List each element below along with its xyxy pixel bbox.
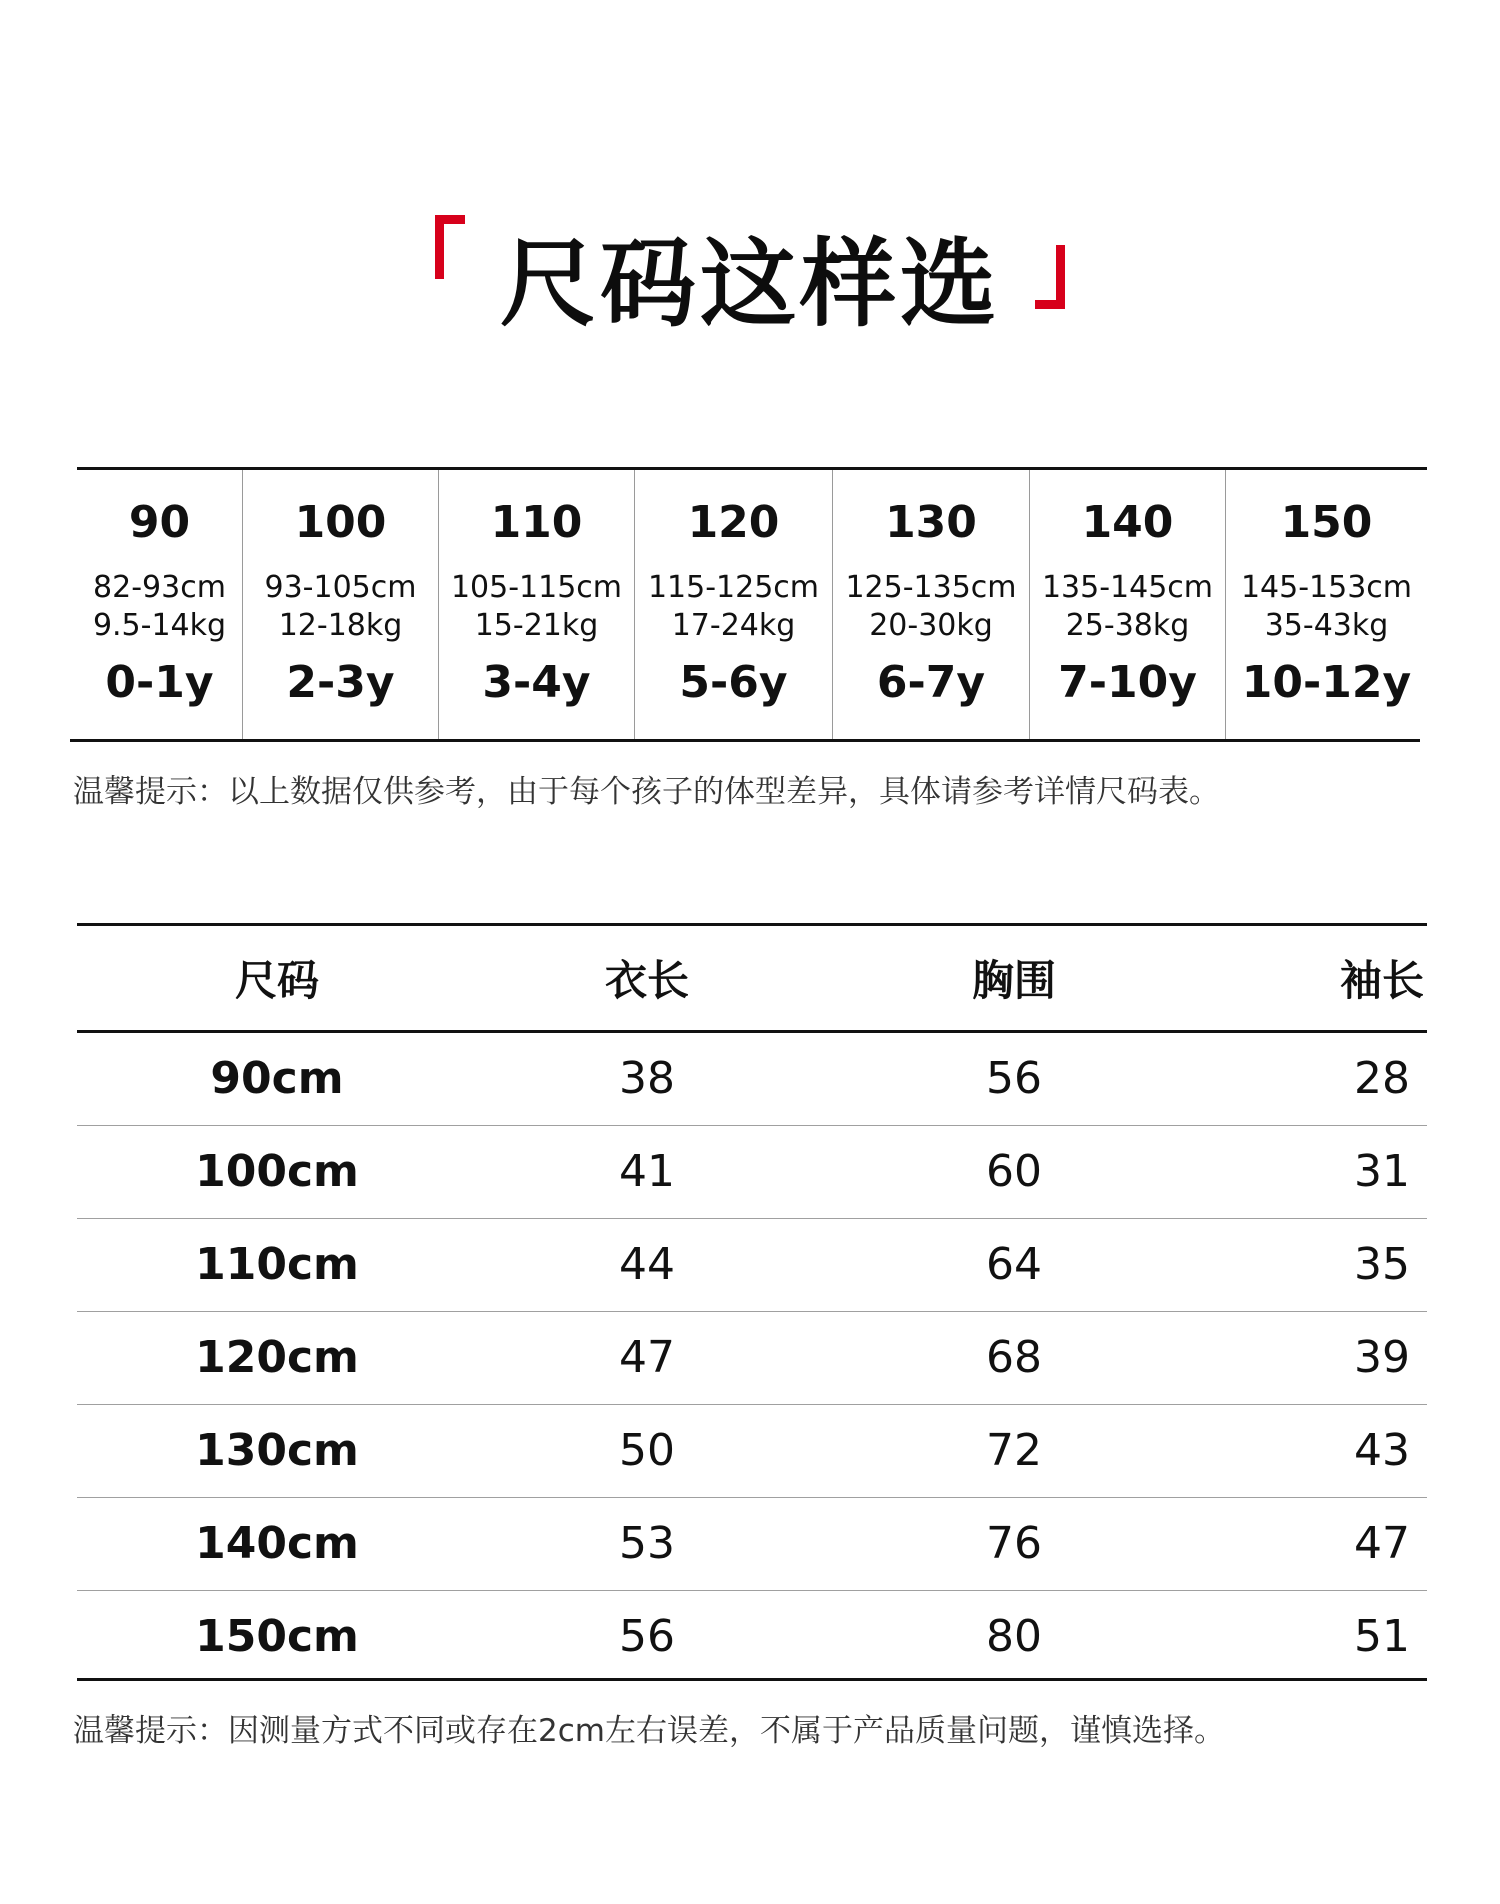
header-chest: 胸围 xyxy=(971,956,1056,1005)
size-value: 110 xyxy=(490,497,583,548)
cell-sleeve: 39 xyxy=(1354,1332,1410,1383)
table-row xyxy=(77,1126,1427,1219)
age-range: 5-6y xyxy=(679,657,788,708)
cell-length: 50 xyxy=(619,1425,675,1476)
cell-sleeve: 43 xyxy=(1354,1425,1410,1476)
size-column xyxy=(242,470,438,739)
weight-range: 35-43kg xyxy=(1264,608,1389,643)
cell-length: 47 xyxy=(619,1332,675,1383)
cell-length: 41 xyxy=(619,1146,675,1197)
cell-sleeve: 47 xyxy=(1354,1518,1410,1569)
cell-chest: 64 xyxy=(986,1239,1042,1290)
weight-range: 17-24kg xyxy=(671,608,796,643)
title-block xyxy=(0,200,1500,340)
height-range: 115-125cm xyxy=(647,570,820,605)
height-range: 125-135cm xyxy=(845,570,1017,605)
weight-range: 20-30kg xyxy=(869,608,993,643)
cell-chest: 60 xyxy=(986,1146,1042,1197)
weight-range: 12-18kg xyxy=(278,608,403,643)
age-range: 0-1y xyxy=(105,657,214,708)
height-range: 105-115cm xyxy=(450,570,623,605)
cell-size: 110cm xyxy=(195,1239,359,1290)
table-note: 温馨提示：因测量方式不同或存在2cm左右误差，不属于产品质量问题，谨慎选择。 xyxy=(73,1713,1225,1749)
table-row xyxy=(77,1498,1427,1591)
cell-size: 150cm xyxy=(195,1611,359,1662)
cell-length: 56 xyxy=(619,1611,675,1662)
cell-chest: 56 xyxy=(986,1053,1042,1104)
weight-range: 25-38kg xyxy=(1065,608,1190,643)
cell-length: 44 xyxy=(619,1239,675,1290)
cell-chest: 80 xyxy=(986,1611,1042,1662)
summary-note: 温馨提示：以上数据仅供参考，由于每个孩子的体型差异，具体请参考详情尺码表。 xyxy=(73,774,1220,810)
header-size: 尺码 xyxy=(234,956,319,1005)
page-title: 尺码这样选 xyxy=(500,228,1000,340)
table-body xyxy=(77,1033,1427,1678)
cell-size: 90cm xyxy=(210,1053,344,1104)
table-row xyxy=(77,1405,1427,1498)
cell-length: 53 xyxy=(619,1518,675,1569)
size-value: 120 xyxy=(687,497,780,548)
summary-bottom-divider xyxy=(70,739,1420,742)
cell-length: 38 xyxy=(619,1053,675,1104)
age-range: 3-4y xyxy=(482,657,591,708)
size-column xyxy=(438,470,634,739)
size-value: 150 xyxy=(1280,497,1373,548)
size-value: 140 xyxy=(1081,497,1174,548)
size-column xyxy=(1029,470,1225,739)
cell-sleeve: 31 xyxy=(1354,1146,1410,1197)
table-row xyxy=(77,1033,1427,1126)
size-value: 100 xyxy=(294,497,387,548)
header-sleeve: 袖长 xyxy=(1339,956,1424,1005)
size-column xyxy=(832,470,1029,739)
table-header xyxy=(77,926,1427,1030)
weight-range: 9.5-14kg xyxy=(92,608,227,643)
cell-size: 120cm xyxy=(195,1332,359,1383)
height-range: 135-145cm xyxy=(1041,570,1214,605)
size-column xyxy=(77,470,242,739)
height-range: 82-93cm xyxy=(93,570,226,605)
table-row xyxy=(77,1312,1427,1405)
cell-sleeve: 35 xyxy=(1354,1239,1410,1290)
header-length: 衣长 xyxy=(604,956,689,1005)
weight-range: 15-21kg xyxy=(474,608,599,643)
cell-size: 130cm xyxy=(195,1425,359,1476)
height-range: 93-105cm xyxy=(264,570,417,605)
table-row xyxy=(77,1219,1427,1312)
age-range: 7-10y xyxy=(1058,657,1197,708)
table-bottom-divider xyxy=(77,1678,1427,1681)
cell-sleeve: 28 xyxy=(1354,1053,1410,1104)
age-range: 2-3y xyxy=(286,657,395,708)
cell-chest: 76 xyxy=(986,1518,1042,1569)
cell-chest: 72 xyxy=(986,1425,1042,1476)
cell-sleeve: 51 xyxy=(1354,1611,1410,1662)
cell-size: 100cm xyxy=(195,1146,359,1197)
age-range: 10-12y xyxy=(1241,657,1412,708)
cell-size: 140cm xyxy=(195,1518,359,1569)
size-column xyxy=(634,470,832,739)
size-value: 130 xyxy=(885,497,977,548)
size-column xyxy=(1225,470,1427,739)
height-range: 145-153cm xyxy=(1240,570,1413,605)
cell-chest: 68 xyxy=(986,1332,1042,1383)
size-value: 90 xyxy=(128,497,191,548)
table-row xyxy=(77,1591,1427,1683)
age-range: 6-7y xyxy=(876,657,986,708)
size-summary-grid xyxy=(77,470,1427,739)
close-bracket-icon xyxy=(1035,245,1065,309)
